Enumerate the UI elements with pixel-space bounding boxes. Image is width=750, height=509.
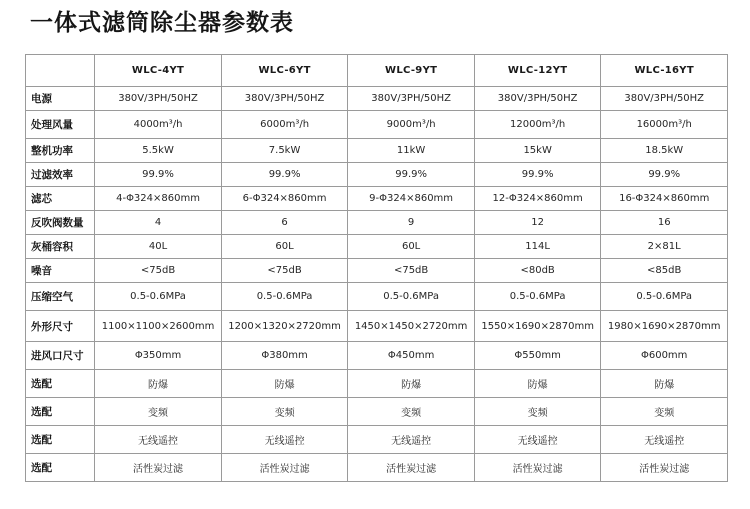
table-cell: 变频 xyxy=(474,398,601,426)
table-cell: 无线遥控 xyxy=(474,426,601,454)
table-cell: 12-Φ324×860mm xyxy=(474,187,601,211)
table-cell: 15kW xyxy=(474,139,601,163)
row-label: 噪音 xyxy=(26,259,95,283)
row-label: 反吹阀数量 xyxy=(26,211,95,235)
table-cell: Φ450mm xyxy=(348,342,475,370)
table-cell: <75dB xyxy=(348,259,475,283)
table-cell: 防爆 xyxy=(95,370,222,398)
table-row xyxy=(26,211,728,235)
spec-table xyxy=(25,54,728,482)
table-cell: 0.5-0.6MPa xyxy=(221,283,348,311)
table-cell: 6 xyxy=(221,211,348,235)
table-cell: 6000m³/h xyxy=(221,111,348,139)
table-row xyxy=(26,111,728,139)
table-cell: 380V/3PH/50HZ xyxy=(221,87,348,111)
table-row xyxy=(26,235,728,259)
table-cell: 9 xyxy=(348,211,475,235)
table-cell: 变频 xyxy=(221,398,348,426)
model-header: WLC-12YT xyxy=(474,55,601,87)
row-label: 灰桶容积 xyxy=(26,235,95,259)
table-cell: Φ350mm xyxy=(95,342,222,370)
table-cell: 9000m³/h xyxy=(348,111,475,139)
table-cell: 活性炭过滤 xyxy=(601,454,728,482)
table-cell: 380V/3PH/50HZ xyxy=(601,87,728,111)
table-cell: 4000m³/h xyxy=(95,111,222,139)
model-header: WLC-16YT xyxy=(601,55,728,87)
table-row xyxy=(26,370,728,398)
table-cell: Φ550mm xyxy=(474,342,601,370)
table-cell: 0.5-0.6MPa xyxy=(348,283,475,311)
table-cell: 1550×1690×2870mm xyxy=(474,311,601,342)
row-label: 选配 xyxy=(26,370,95,398)
table-row xyxy=(26,87,728,111)
row-label: 处理风量 xyxy=(26,111,95,139)
table-cell: 60L xyxy=(221,235,348,259)
page-title: 一体式滤筒除尘器参数表 xyxy=(30,10,294,36)
table-cell: 活性炭过滤 xyxy=(221,454,348,482)
row-label: 整机功率 xyxy=(26,139,95,163)
table-cell: 1100×1100×2600mm xyxy=(95,311,222,342)
table-cell: 16000m³/h xyxy=(601,111,728,139)
table-row xyxy=(26,398,728,426)
table-cell: 活性炭过滤 xyxy=(348,454,475,482)
table-row xyxy=(26,163,728,187)
table-cell: 99.9% xyxy=(601,163,728,187)
table-row xyxy=(26,259,728,283)
table-cell: 2×81L xyxy=(601,235,728,259)
table-cell: 380V/3PH/50HZ xyxy=(95,87,222,111)
table-cell: 4-Φ324×860mm xyxy=(95,187,222,211)
table-cell: 6-Φ324×860mm xyxy=(221,187,348,211)
table-cell: 0.5-0.6MPa xyxy=(601,283,728,311)
table-cell: 18.5kW xyxy=(601,139,728,163)
table-cell: 无线遥控 xyxy=(601,426,728,454)
table-cell: 16-Φ324×860mm xyxy=(601,187,728,211)
table-cell: 60L xyxy=(348,235,475,259)
table-cell: 防爆 xyxy=(221,370,348,398)
table-cell: Φ600mm xyxy=(601,342,728,370)
table-cell: 7.5kW xyxy=(221,139,348,163)
table-row xyxy=(26,426,728,454)
table-row xyxy=(26,454,728,482)
table-row xyxy=(26,311,728,342)
row-label: 进风口尺寸 xyxy=(26,342,95,370)
table-cell: 变频 xyxy=(601,398,728,426)
table-cell: 防爆 xyxy=(474,370,601,398)
table-cell: 5.5kW xyxy=(95,139,222,163)
row-label: 选配 xyxy=(26,398,95,426)
table-cell: <80dB xyxy=(474,259,601,283)
table-cell: 114L xyxy=(474,235,601,259)
table-cell: 99.9% xyxy=(474,163,601,187)
row-label: 过滤效率 xyxy=(26,163,95,187)
table-cell: 11kW xyxy=(348,139,475,163)
table-cell: 无线遥控 xyxy=(348,426,475,454)
table-cell: 12 xyxy=(474,211,601,235)
table-cell: 防爆 xyxy=(348,370,475,398)
table-cell: 活性炭过滤 xyxy=(474,454,601,482)
table-cell: <75dB xyxy=(95,259,222,283)
table-cell: 4 xyxy=(95,211,222,235)
table-cell: 1450×1450×2720mm xyxy=(348,311,475,342)
row-label: 外形尺寸 xyxy=(26,311,95,342)
row-label: 选配 xyxy=(26,426,95,454)
header-corner-cell xyxy=(26,55,95,87)
table-row xyxy=(26,187,728,211)
table-cell: 380V/3PH/50HZ xyxy=(348,87,475,111)
table-cell: 9-Φ324×860mm xyxy=(348,187,475,211)
table-cell: 99.9% xyxy=(95,163,222,187)
table-cell: 99.9% xyxy=(221,163,348,187)
row-label: 选配 xyxy=(26,454,95,482)
model-header: WLC-6YT xyxy=(221,55,348,87)
table-cell: 变频 xyxy=(95,398,222,426)
table-cell: 活性炭过滤 xyxy=(95,454,222,482)
table-cell: 无线遥控 xyxy=(95,426,222,454)
table-cell: 0.5-0.6MPa xyxy=(95,283,222,311)
row-label: 电源 xyxy=(26,87,95,111)
table-cell: 无线遥控 xyxy=(221,426,348,454)
table-cell: <85dB xyxy=(601,259,728,283)
table-cell: 防爆 xyxy=(601,370,728,398)
table-row xyxy=(26,139,728,163)
table-cell: 40L xyxy=(95,235,222,259)
row-label: 压缩空气 xyxy=(26,283,95,311)
table-cell: 99.9% xyxy=(348,163,475,187)
table-cell: 12000m³/h xyxy=(474,111,601,139)
table-cell: Φ380mm xyxy=(221,342,348,370)
table-cell: 0.5-0.6MPa xyxy=(474,283,601,311)
row-label: 滤芯 xyxy=(26,187,95,211)
table-row xyxy=(26,283,728,311)
model-header: WLC-9YT xyxy=(348,55,475,87)
table-cell: 1200×1320×2720mm xyxy=(221,311,348,342)
model-header: WLC-4YT xyxy=(95,55,222,87)
table-cell: 变频 xyxy=(348,398,475,426)
table-row xyxy=(26,342,728,370)
table-cell: 1980×1690×2870mm xyxy=(601,311,728,342)
table-cell: <75dB xyxy=(221,259,348,283)
table-cell: 16 xyxy=(601,211,728,235)
table-cell: 380V/3PH/50HZ xyxy=(474,87,601,111)
header-row xyxy=(26,55,728,87)
